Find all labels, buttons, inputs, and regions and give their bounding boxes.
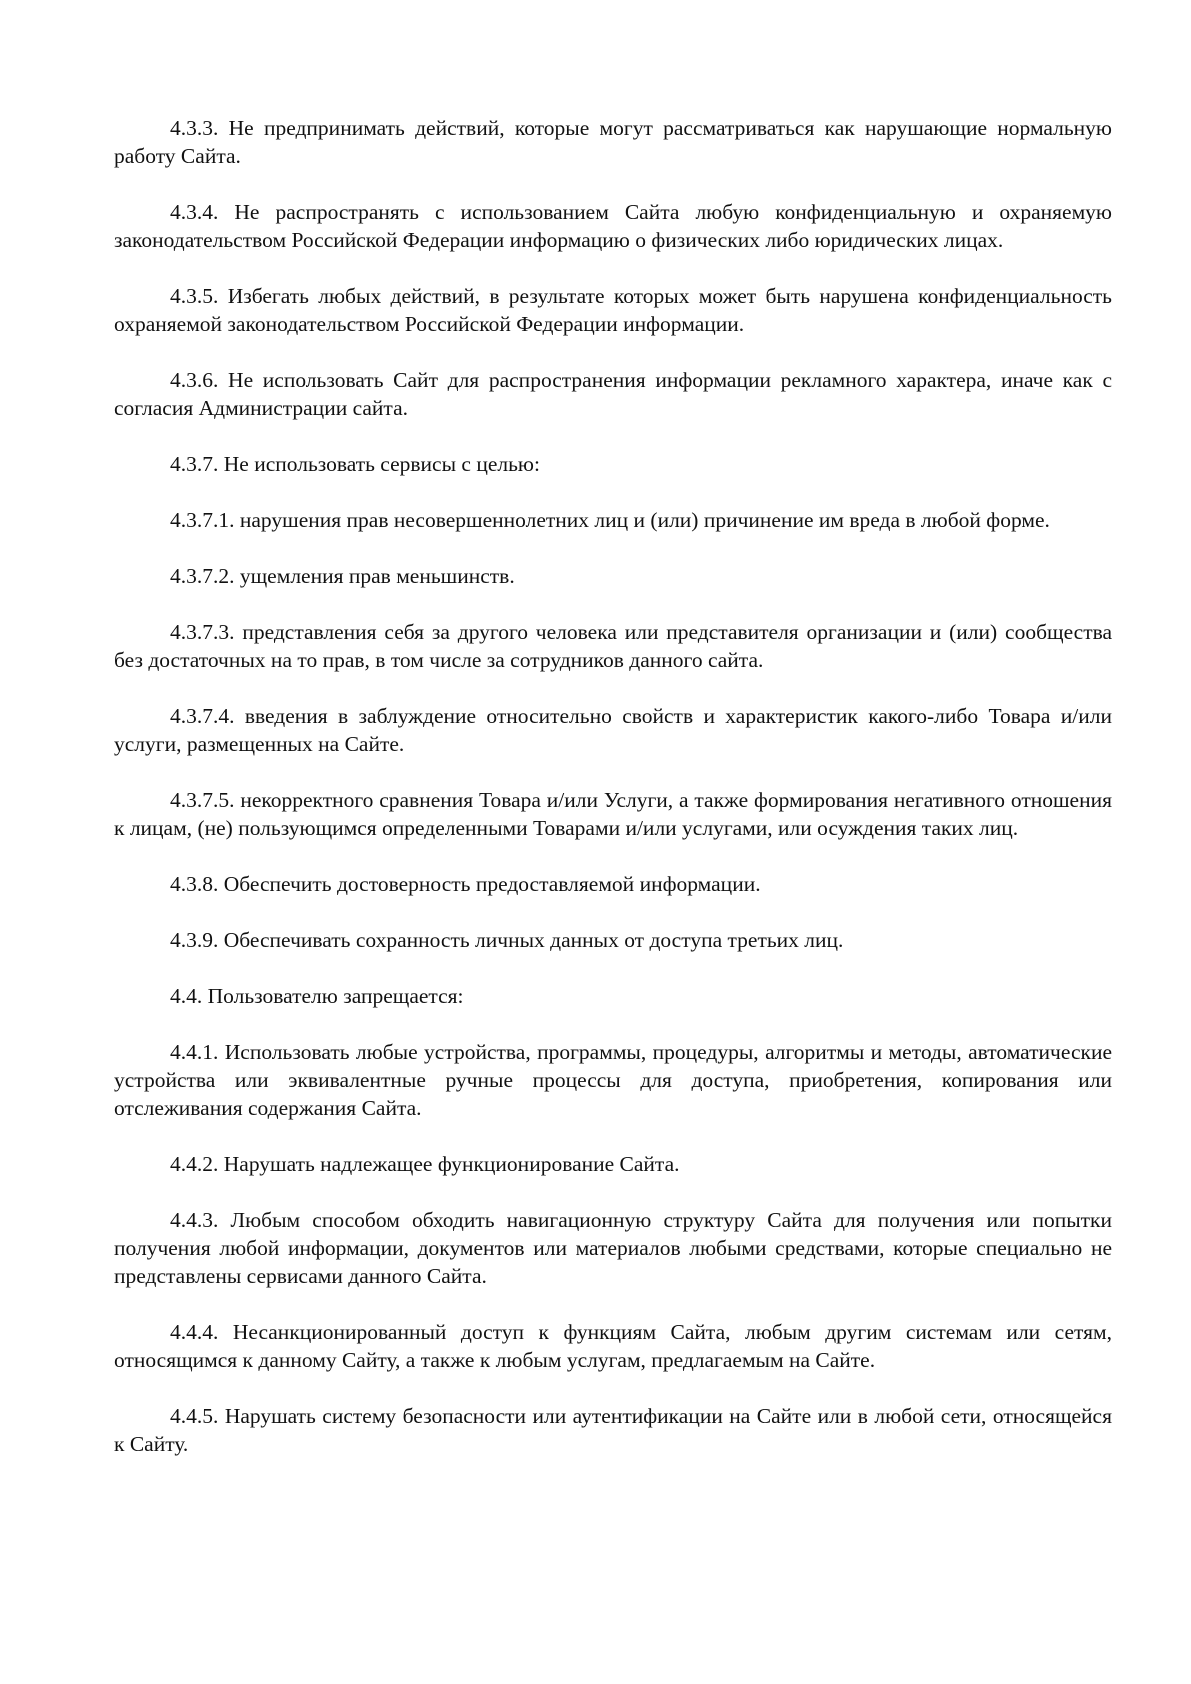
clause-4-4-4: 4.4.4. Несанкционированный доступ к функциям Сайта, любым другим системам или сетям, относящимся к данному Сайту, а также к любым услугам, предлагаемым на Сайте. [114, 1320, 1112, 1372]
clause-4-3-7: 4.3.7. Не использовать сервисы с целью: [170, 452, 540, 476]
clause-4-4-1: 4.4.1. Использовать любые устройства, программы, процедуры, алгоритмы и методы, автоматические устройства или эквивалентные ручные процессы для доступа, приобретения, копирования или отслеживания содержания Сайта. [114, 1040, 1112, 1120]
clause-4-3-7-1: 4.3.7.1. нарушения прав несовершеннолетних лиц и (или) причинение им вреда в любой форме. [170, 508, 1050, 532]
clause-4-3-7-2: 4.3.7.2. ущемления прав меньшинств. [170, 564, 515, 588]
clause-4-3-9: 4.3.9. Обеспечивать сохранность личных данных от доступа третьих лиц. [170, 928, 844, 952]
clause-4-3-7-4: 4.3.7.4. введения в заблуждение относительно свойств и характеристик какого-либо Товара и/или услуги, размещенных на Сайте. [114, 704, 1112, 756]
clause-4-4: 4.4. Пользователю запрещается: [170, 984, 464, 1008]
clause-4-4-5: 4.4.5. Нарушать систему безопасности или аутентификации на Сайте или в любой сети, относящейся к Сайту. [114, 1404, 1112, 1456]
clause-4-4-3: 4.4.3. Любым способом обходить навигационную структуру Сайта для получения или попытки получения любой информации, документов или материалов любыми средствами, которые специально не представлены сервисами данного Сайта. [114, 1208, 1112, 1288]
document-body [114, 114, 1112, 1486]
clause-4-4-2: 4.4.2. Нарушать надлежащее функционирование Сайта. [170, 1152, 680, 1176]
clause-4-3-6: 4.3.6. Не использовать Сайт для распространения информации рекламного характера, иначе как с согласия Администрации сайта. [114, 368, 1112, 420]
clause-4-3-7-5: 4.3.7.5. некорректного сравнения Товара и/или Услуги, а также формирования негативного отношения к лицам, (не) пользующимся определенными Товарами и/или услугами, или осуждения таких лиц. [114, 788, 1112, 840]
clause-4-3-3: 4.3.3. Не предпринимать действий, которые могут рассматриваться как нарушающие нормальную работу Сайта. [114, 116, 1112, 168]
clause-4-3-8: 4.3.8. Обеспечить достоверность предоставляемой информации. [170, 872, 761, 896]
clause-4-3-4: 4.3.4. Не распространять с использованием Сайта любую конфиденциальную и охраняемую законодательством Российской Федерации информацию о физических либо юридических лицах. [114, 200, 1112, 252]
clause-4-3-5: 4.3.5. Избегать любых действий, в результате которых может быть нарушена конфиденциальность охраняемой законодательством Российской Федерации информации. [114, 284, 1112, 336]
clause-4-3-7-3: 4.3.7.3. представления себя за другого человека или представителя организации и (или) сообщества без достаточных на то прав, в том числе за сотрудников данного сайта. [114, 620, 1112, 672]
